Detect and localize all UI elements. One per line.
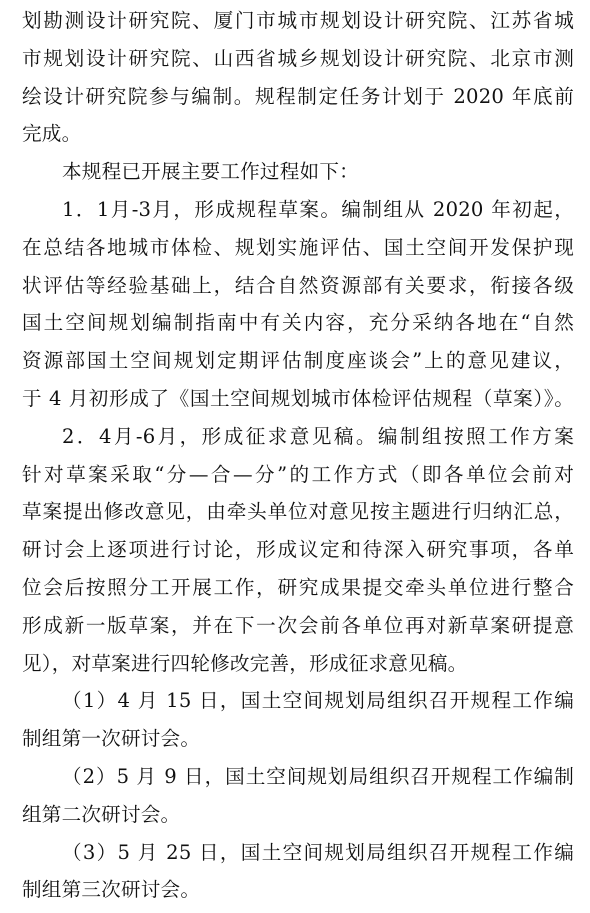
text-line: 位会后按照分工开展工作，研究成果提交牵头单位进行整合 (22, 576, 574, 599)
text-line: 草案提出修改意见，由牵头单位对意见按主题进行归纳汇总， (22, 500, 574, 524)
text-line: 见），对草案进行四轮修改完善，形成征求意见稿。 (22, 651, 468, 675)
text-line: 划勘测设计研究院、厦门市城市规划设计研究院、江苏省城 (22, 9, 574, 32)
text-line: 绘设计研究院参与编制。规程制定任务计划于 2020 年底前 (22, 84, 574, 108)
text-line: 本规程已开展主要工作过程如下： (62, 160, 359, 184)
text-line: 于 4 月初形成了《国土空间规划城市体检评估规程（草案）》。 (22, 387, 574, 410)
text-line: 在总结各地城市体检、规划实施评估、国土空间开发保护现 (22, 235, 574, 259)
text-line: （2）5 月 9 日，国土空间规划局组织召开规程工作编制 (62, 765, 574, 788)
text-line: 1．1月-3月，形成规程草案。编制组从 2020 年初起， (62, 198, 574, 221)
text-line: 完成。 (22, 122, 82, 146)
text-line: 国土空间规划编制指南中有关内容，充分采纳各地在“自然 (22, 311, 574, 335)
text-line: 市规划设计研究院、山西省城乡规划设计研究院、北京市测 (22, 46, 574, 70)
text-line: （3）5 月 25 日，国土空间规划局组织召开规程工作编 (62, 840, 574, 864)
text-line: 制组第三次研讨会。 (22, 878, 201, 902)
text-line: 针对草案采取“分—合—分”的工作方式（即各单位会前对 (22, 462, 574, 486)
text-line: 2．4月-6月，形成征求意见稿。编制组按照工作方案 (62, 424, 574, 448)
text-line: 形成新一版草案，并在下一次会前各单位再对新草案研提意 (22, 613, 574, 637)
text-line: （1）4 月 15 日，国土空间规划局组织召开规程工作编 (62, 689, 574, 713)
text-line: 资源部国土空间规划定期评估制度座谈会”上的意见建议， (22, 349, 574, 373)
text-line: 状评估等经验基础上，结合自然资源部有关要求，衔接各级 (22, 273, 574, 297)
text-line: 制组第一次研讨会。 (22, 727, 201, 751)
text-line: 组第二次研讨会。 (22, 802, 181, 826)
text-line: 研讨会上逐项进行讨论，形成议定和待深入研究事项，各单 (22, 538, 574, 562)
